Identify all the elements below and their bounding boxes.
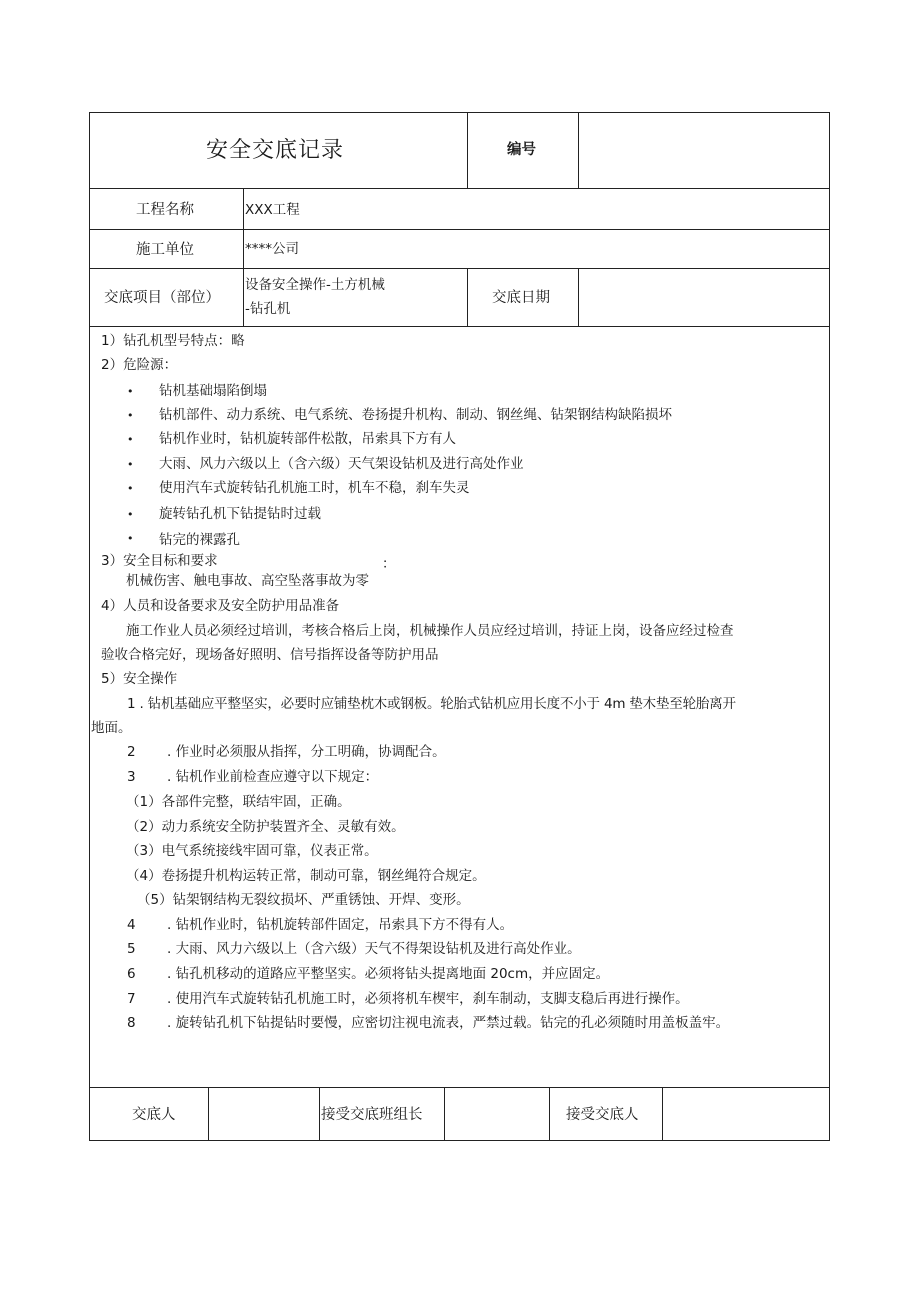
operation-number: 5 [127,941,136,957]
operation-8: . 旋转钻孔机下钻提钻时要慢，应密切注视电流表，严禁过载。钻完的孔必须随时用盖板盖牢。 [167,1015,730,1031]
operation-1-line2: 地面。 [91,720,132,736]
section-5-operations: 5）安全操作 [101,671,178,687]
col-divider [578,112,579,189]
construction-unit-value: ****公司 [245,241,299,257]
operation-number: 7 [127,991,136,1007]
check-item-3: （3）电气系统接线牢固可靠，仪表正常。 [126,843,378,859]
operation-3: . 钻机作业前检查应遵守以下规定： [167,769,379,785]
disclosure-item-label: 交底项目（部位） [104,290,220,306]
operation-number: 4 [127,917,136,933]
operation-number: 2 [127,744,136,760]
bullet-icon: • [127,385,134,398]
team-leader-label: 接受交底班组长 [321,1107,423,1123]
check-item-1: （1）各部件完整，联结牢固，正确。 [126,794,351,810]
project-name-label: 工程名称 [136,202,194,218]
hazard-item: 钻机部件、动力系统、电气系统、卷扬提升机构、制动、钢丝绳、钻架钢结构缺陷损坏 [159,407,672,423]
operation-7: . 使用汽车式旋转钻孔机施工时，必须将机车楔牢，刹车制动，支脚支稳后再进行操作。 [167,991,689,1007]
section-2-hazards: 2）危险源： [101,357,178,373]
team-leader-signature[interactable] [448,1092,545,1136]
bullet-icon: • [127,409,134,422]
hazard-item: 钻机基础塌陷倒塌 [159,383,267,399]
check-item-2: （2）动力系统安全防护装置齐全、灵敏有效。 [126,819,405,835]
disclosure-item-value-line1: 设备安全操作-土方机械 [245,277,385,293]
col-divider [444,1087,445,1141]
row-divider [89,268,830,269]
hazard-item: 使用汽车式旋转钻孔机施工时，机车不稳，刹车失灵 [159,480,470,496]
number-value[interactable] [590,141,820,161]
col-divider [467,268,468,327]
row-divider [89,326,830,327]
construction-unit-label: 施工单位 [136,242,194,258]
form-title: 安全交底记录 [206,138,345,163]
discloser-label: 交底人 [132,1107,176,1123]
section-3-safety-goals: 3）安全目标和要求 [101,553,218,569]
check-item-5: （5）钻架钢结构无裂纹损坏、严重锈蚀、开焊、变形。 [137,892,470,908]
bullet-icon: • [127,508,134,521]
row-divider [89,188,830,189]
col-divider [467,112,468,189]
bullet-icon: • [127,433,134,446]
number-label: 编号 [507,142,536,158]
disclosure-date-value[interactable] [590,289,820,309]
operation-number: 8 [127,1015,136,1031]
operation-4: . 钻机作业时，钻机旋转部件固定，吊索具下方不得有人。 [167,917,514,933]
col-divider [578,268,579,327]
section-1-model-features: 1）钻孔机型号特点：略 [101,333,245,349]
hazard-item: 钻机作业时，钻机旋转部件松散，吊索具下方有人 [159,431,456,447]
section-4-text-line1: 施工作业人员必须经过培训，考核合格后上岗，机械操作人员应经过培训，持证上岗，设备应经过检查 [126,623,734,639]
bullet-icon: • [127,532,134,545]
operation-number: 3 [127,769,136,785]
disclosure-date-label: 交底日期 [492,290,550,306]
project-name-value: XXX工程 [245,202,300,218]
col-divider [208,1087,209,1141]
hazard-item: 大雨、风力六级以上（含六级）天气架设钻机及进行高处作业 [159,456,524,472]
discloser-signature[interactable] [212,1092,315,1136]
section-3-text: 机械伤害、触电事故、高空坠落事故为零 [126,573,369,589]
operation-5: . 大雨、风力六级以上（含六级）天气不得架设钻机及进行高处作业。 [167,941,581,957]
check-item-4: （4）卷扬提升机构运转正常，制动可靠，钢丝绳符合规定。 [126,868,486,884]
col-divider [662,1087,663,1141]
section-4-text-line2: 验收合格完好，现场备好照明、信号指挥设备等防护用品 [101,647,439,663]
receiver-signature[interactable] [666,1092,826,1136]
operation-1-line1: 1 . 钻机基础应平整坚实，必要时应铺垫枕木或钢板。轮胎式钻机应用长度不小于 4m 垫木垫至轮胎离开 [127,696,736,712]
col-divider [243,188,244,327]
hazard-item: 钻完的裸露孔 [159,532,240,548]
hazard-item: 旋转钻孔机下钻提钻时过载 [159,506,321,522]
operation-6: . 钻孔机移动的道路应平整坚实。必须将钻头提离地面 20cm，并应固定。 [167,966,610,982]
col-divider [319,1087,320,1141]
operation-2: . 作业时必须服从指挥，分工明确，协调配合。 [167,744,446,760]
receiver-label: 接受交底人 [566,1107,639,1123]
bullet-icon: • [127,482,134,495]
col-divider [549,1087,550,1141]
bullet-icon: • [127,458,134,471]
row-divider [89,229,830,230]
section-4-requirements: 4）人员和设备要求及安全防护用品准备 [101,598,340,614]
operation-number: 6 [127,966,136,982]
disclosure-item-value-line2: -钻孔机 [245,301,291,317]
row-divider [89,1087,830,1088]
section-3-colon: ： [382,556,396,572]
